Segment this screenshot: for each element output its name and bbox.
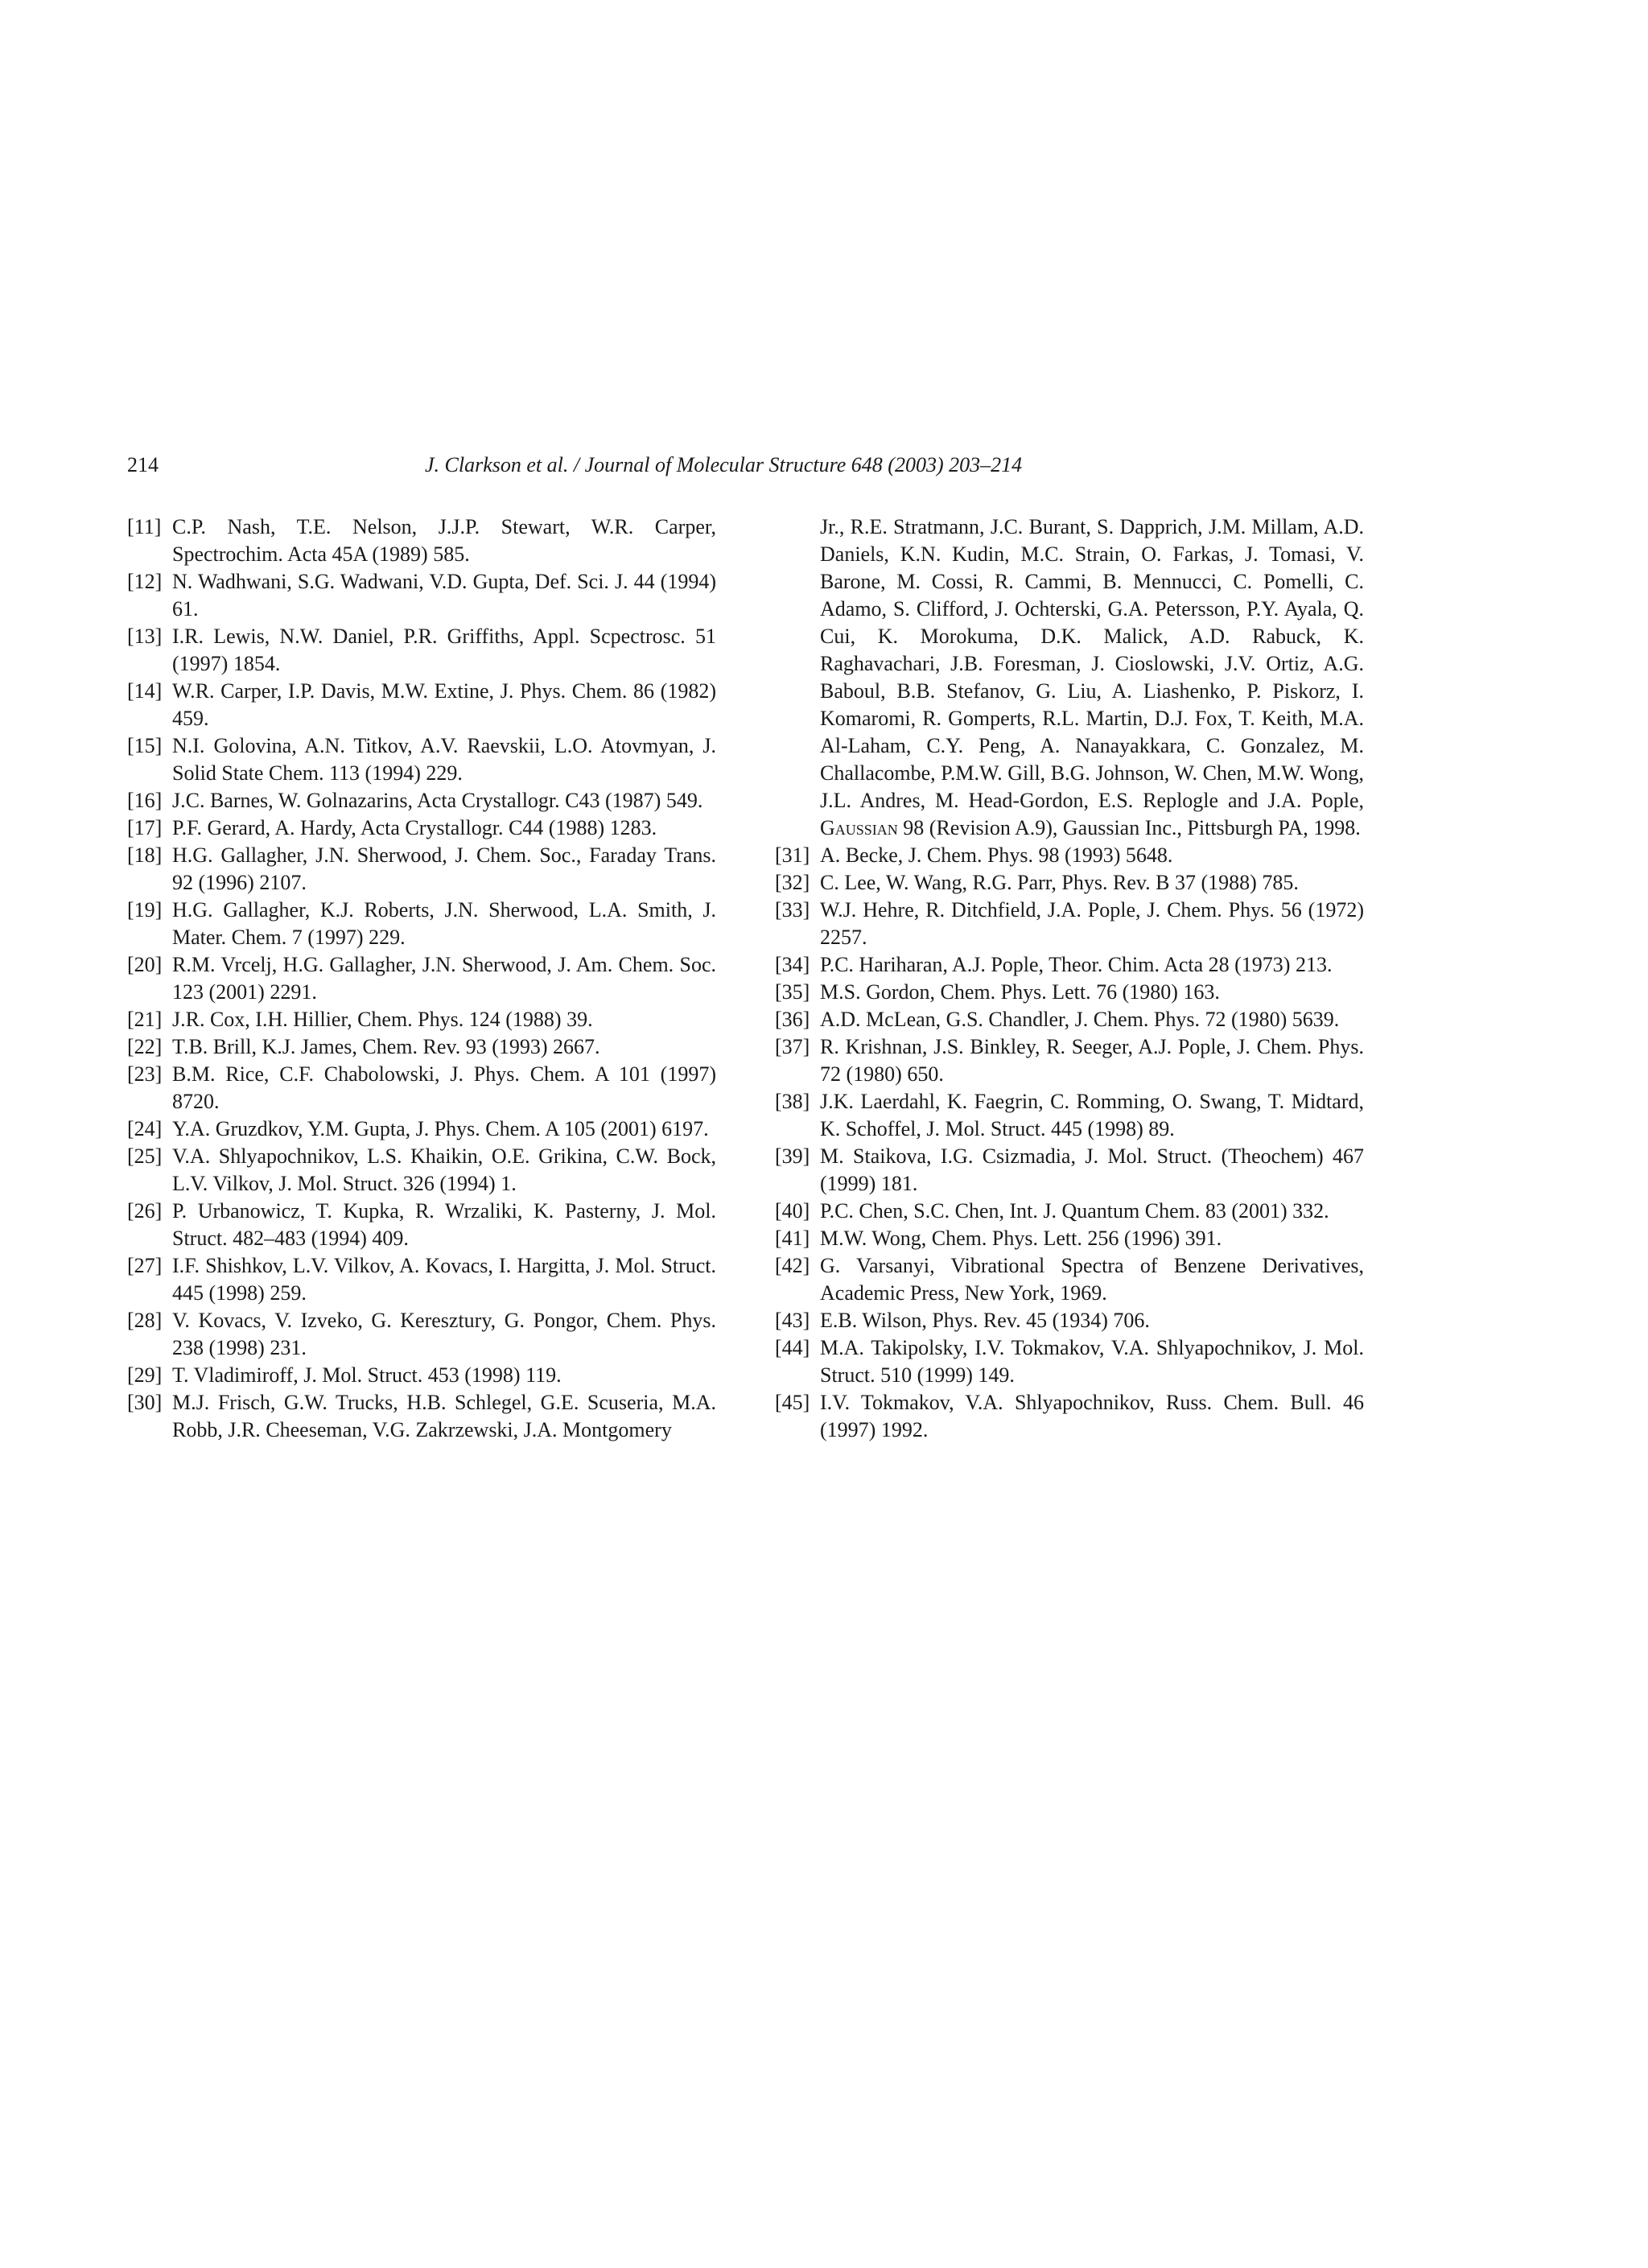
- reference-text: I.R. Lewis, N.W. Daniel, P.R. Griffiths, Appl. Scpectrosc. 51 (1997) 1854.: [172, 625, 716, 675]
- reference-number: [28]: [127, 1309, 163, 1332]
- reference-item: [775, 1198, 1364, 1225]
- reference-item: [127, 1033, 716, 1061]
- reference-number: [36]: [775, 1008, 810, 1031]
- reference-item: [775, 1033, 1364, 1088]
- reference-number: [44]: [775, 1336, 810, 1359]
- reference-number: [30]: [127, 1391, 163, 1414]
- reference-number: [15]: [127, 734, 163, 757]
- reference-item: [775, 1334, 1364, 1389]
- reference-number: [19]: [127, 898, 163, 922]
- reference-text: R. Krishnan, J.S. Binkley, R. Seeger, A.J. Pople, J. Chem. Phys. 72 (1980) 650.: [820, 1035, 1364, 1086]
- reference-item: [127, 623, 716, 678]
- reference-number: [37]: [775, 1035, 810, 1058]
- reference-text: W.J. Hehre, R. Ditchfield, J.A. Pople, J. Chem. Phys. 56 (1972) 2257.: [820, 898, 1364, 949]
- page-number: 214: [127, 453, 159, 476]
- reference-text: J.C. Barnes, W. Golnazarins, Acta Crystallogr. C43 (1987) 549.: [172, 789, 703, 812]
- reference-number: [43]: [775, 1309, 810, 1332]
- reference-item: [127, 1252, 716, 1307]
- reference-number: [32]: [775, 871, 810, 894]
- reference-item: [775, 1252, 1364, 1307]
- reference-item: [127, 1143, 716, 1198]
- reference-text: P. Urbanowicz, T. Kupka, R. Wrzaliki, K. Pasterny, J. Mol. Struct. 482–483 (1994) 409.: [172, 1199, 716, 1250]
- software-name: Gaussian: [820, 816, 898, 839]
- reference-number: [33]: [775, 898, 810, 922]
- reference-text: J.R. Cox, I.H. Hillier, Chem. Phys. 124 (1988) 39.: [172, 1008, 593, 1031]
- references-left-column: [127, 513, 716, 1444]
- reference-item: [127, 842, 716, 897]
- reference-text: M.W. Wong, Chem. Phys. Lett. 256 (1996) 391.: [820, 1227, 1222, 1250]
- reference-item: [775, 1389, 1364, 1444]
- reference-text: N.I. Golovina, A.N. Titkov, A.V. Raevskii, L.O. Atovmyan, J. Solid State Chem. 113 (1994) 229.: [172, 734, 716, 785]
- reference-number: [35]: [775, 980, 810, 1004]
- reference-number: [31]: [775, 843, 810, 867]
- reference-number: [23]: [127, 1062, 163, 1086]
- reference-item: [127, 1307, 716, 1362]
- running-head: J. Clarkson et al. / Journal of Molecular Structure 648 (2003) 203–214: [425, 453, 1023, 476]
- reference-item: [775, 1143, 1364, 1198]
- reference-item: [775, 869, 1364, 897]
- reference-item: [127, 897, 716, 951]
- reference-text: G. Varsanyi, Vibrational Spectra of Benzene Derivatives, Academic Press, New York, 1969.: [820, 1254, 1364, 1305]
- reference-item: [127, 1115, 716, 1143]
- reference-text: C.P. Nash, T.E. Nelson, J.J.P. Stewart, W.R. Carper, Spectrochim. Acta 45A (1989) 585.: [172, 515, 716, 566]
- reference-number: [38]: [775, 1090, 810, 1113]
- reference-item: [127, 1006, 716, 1033]
- reference-number: [21]: [127, 1008, 163, 1031]
- reference-item: [775, 842, 1364, 869]
- reference-text: B.M. Rice, C.F. Chabolowski, J. Phys. Chem. A 101 (1997) 8720.: [172, 1062, 716, 1113]
- reference-text: I.V. Tokmakov, V.A. Shlyapochnikov, Russ. Chem. Bull. 46 (1997) 1992.: [820, 1391, 1364, 1441]
- reference-number: [27]: [127, 1254, 163, 1277]
- reference-text: R.M. Vrcelj, H.G. Gallagher, J.N. Sherwood, J. Am. Chem. Soc. 123 (2001) 2291.: [172, 953, 716, 1004]
- reference-item: [775, 951, 1364, 979]
- reference-number: [18]: [127, 843, 163, 867]
- continuation-text: Jr., R.E. Stratmann, J.C. Burant, S. Dapprich, J.M. Millam, A.D. Daniels, K.N. Kudin, M.C. Strain, O. Farkas, J. Tomasi, V. Barone, M. Cossi, R. Cammi, B. Mennucci, C. Pomelli, C. Adamo, S. Clifford, J. Ochterski, G.A. Petersson, P.Y. Ayala, Q. Cui, K. Morokuma, D.K. Malick, A.D. Rabuck, K. Raghavachari, J.B. Foresman, J. Cioslowski, J.V. Ortiz, A.G. Baboul, B.B. Stefanov, G. Liu, A. Liashenko, P. Piskorz, I. Komaromi, R. Gomperts, R.L. Martin, D.J. Fox, T. Keith, M.A. Al-Laham, C.Y. Peng, A. Nanayakkara, C. Gonzalez, M. Challacombe, P.M.W. Gill, B.G. Johnson, W. Chen, M.W. Wong, J.L. Andres, M. Head-Gordon, E.S. Replogle and J.A. Pople,: [820, 515, 1364, 812]
- reference-number: [40]: [775, 1199, 810, 1223]
- reference-item: [775, 1088, 1364, 1143]
- reference-number: [12]: [127, 570, 163, 593]
- reference-text: H.G. Gallagher, K.J. Roberts, J.N. Sherwood, L.A. Smith, J. Mater. Chem. 7 (1997) 229.: [172, 898, 716, 949]
- reference-number: [14]: [127, 679, 163, 703]
- reference-text: A.D. McLean, G.S. Chandler, J. Chem. Phys. 72 (1980) 5639.: [820, 1008, 1340, 1031]
- reference-text: V.A. Shlyapochnikov, L.S. Khaikin, O.E. Grikina, C.W. Bock, L.V. Vilkov, J. Mol. Struct. 326 (1994) 1.: [172, 1144, 716, 1195]
- reference-item: [127, 1362, 716, 1389]
- reference-number: [41]: [775, 1227, 810, 1250]
- reference-number: [22]: [127, 1035, 163, 1058]
- reference-number: [13]: [127, 625, 163, 648]
- reference-item: [127, 732, 716, 787]
- reference-item: [127, 814, 716, 842]
- reference-continuation: [775, 513, 1364, 842]
- reference-text: P.F. Gerard, A. Hardy, Acta Crystallogr. C44 (1988) 1283.: [172, 816, 657, 839]
- reference-text: M.S. Gordon, Chem. Phys. Lett. 76 (1980) 163.: [820, 980, 1220, 1004]
- reference-item: [775, 897, 1364, 951]
- reference-text: W.R. Carper, I.P. Davis, M.W. Extine, J. Phys. Chem. 86 (1982) 459.: [172, 679, 716, 730]
- reference-item: [127, 951, 716, 1006]
- reference-text: I.F. Shishkov, L.V. Vilkov, A. Kovacs, I. Hargitta, J. Mol. Struct. 445 (1998) 259.: [172, 1254, 716, 1305]
- reference-text: M. Staikova, I.G. Csizmadia, J. Mol. Struct. (Theochem) 467 (1999) 181.: [820, 1144, 1364, 1195]
- reference-number: [25]: [127, 1144, 163, 1168]
- reference-number: [20]: [127, 953, 163, 976]
- reference-number: [26]: [127, 1199, 163, 1223]
- reference-number: [11]: [127, 515, 162, 538]
- reference-item: [127, 568, 716, 623]
- reference-number: [17]: [127, 816, 163, 839]
- reference-text: C. Lee, W. Wang, R.G. Parr, Phys. Rev. B 37 (1988) 785.: [820, 871, 1299, 894]
- reference-item: [775, 1225, 1364, 1252]
- reference-text: J.K. Laerdahl, K. Faegrin, C. Romming, O. Swang, T. Midtard, K. Schoffel, J. Mol. Struct. 445 (1998) 89.: [820, 1090, 1364, 1140]
- reference-number: [29]: [127, 1363, 163, 1387]
- reference-text: H.G. Gallagher, J.N. Sherwood, J. Chem. Soc., Faraday Trans. 92 (1996) 2107.: [172, 843, 716, 894]
- reference-item: [775, 1006, 1364, 1033]
- reference-item: [127, 1061, 716, 1115]
- reference-text: N. Wadhwani, S.G. Wadwani, V.D. Gupta, Def. Sci. J. 44 (1994) 61.: [172, 570, 716, 621]
- reference-text: Y.A. Gruzdkov, Y.M. Gupta, J. Phys. Chem. A 105 (2001) 6197.: [172, 1117, 709, 1140]
- references-right-column: [775, 513, 1364, 1444]
- reference-number: [45]: [775, 1391, 810, 1414]
- reference-text: P.C. Chen, S.C. Chen, Int. J. Quantum Chem. 83 (2001) 332.: [820, 1199, 1329, 1223]
- reference-number: [24]: [127, 1117, 163, 1140]
- reference-number: [42]: [775, 1254, 810, 1277]
- reference-item: [127, 787, 716, 814]
- reference-text: V. Kovacs, V. Izveko, G. Keresztury, G. Pongor, Chem. Phys. 238 (1998) 231.: [172, 1309, 716, 1359]
- reference-text: T.B. Brill, K.J. James, Chem. Rev. 93 (1993) 2667.: [172, 1035, 600, 1058]
- continuation-text-end: 98 (Revision A.9), Gaussian Inc., Pittsburgh PA, 1998.: [903, 816, 1361, 839]
- reference-text: P.C. Hariharan, A.J. Pople, Theor. Chim. Acta 28 (1973) 213.: [820, 953, 1333, 976]
- reference-number: [39]: [775, 1144, 810, 1168]
- reference-text: M.J. Frisch, G.W. Trucks, H.B. Schlegel, G.E. Scuseria, M.A. Robb, J.R. Cheeseman, V.G. Zakrzewski, J.A. Montgomery: [172, 1391, 716, 1441]
- reference-item: [127, 1198, 716, 1252]
- reference-text: A. Becke, J. Chem. Phys. 98 (1993) 5648.: [820, 843, 1173, 867]
- reference-item: [775, 1307, 1364, 1334]
- reference-item: [127, 1389, 716, 1444]
- reference-item: [127, 513, 716, 568]
- page-header: [127, 453, 1521, 485]
- reference-item: [127, 678, 716, 732]
- reference-text: T. Vladimiroff, J. Mol. Struct. 453 (1998) 119.: [172, 1363, 562, 1387]
- reference-text: M.A. Takipolsky, I.V. Tokmakov, V.A. Shlyapochnikov, J. Mol. Struct. 510 (1999) 149.: [820, 1336, 1364, 1387]
- reference-number: [34]: [775, 953, 810, 976]
- reference-text: E.B. Wilson, Phys. Rev. 45 (1934) 706.: [820, 1309, 1150, 1332]
- reference-item: [775, 979, 1364, 1006]
- reference-number: [16]: [127, 789, 163, 812]
